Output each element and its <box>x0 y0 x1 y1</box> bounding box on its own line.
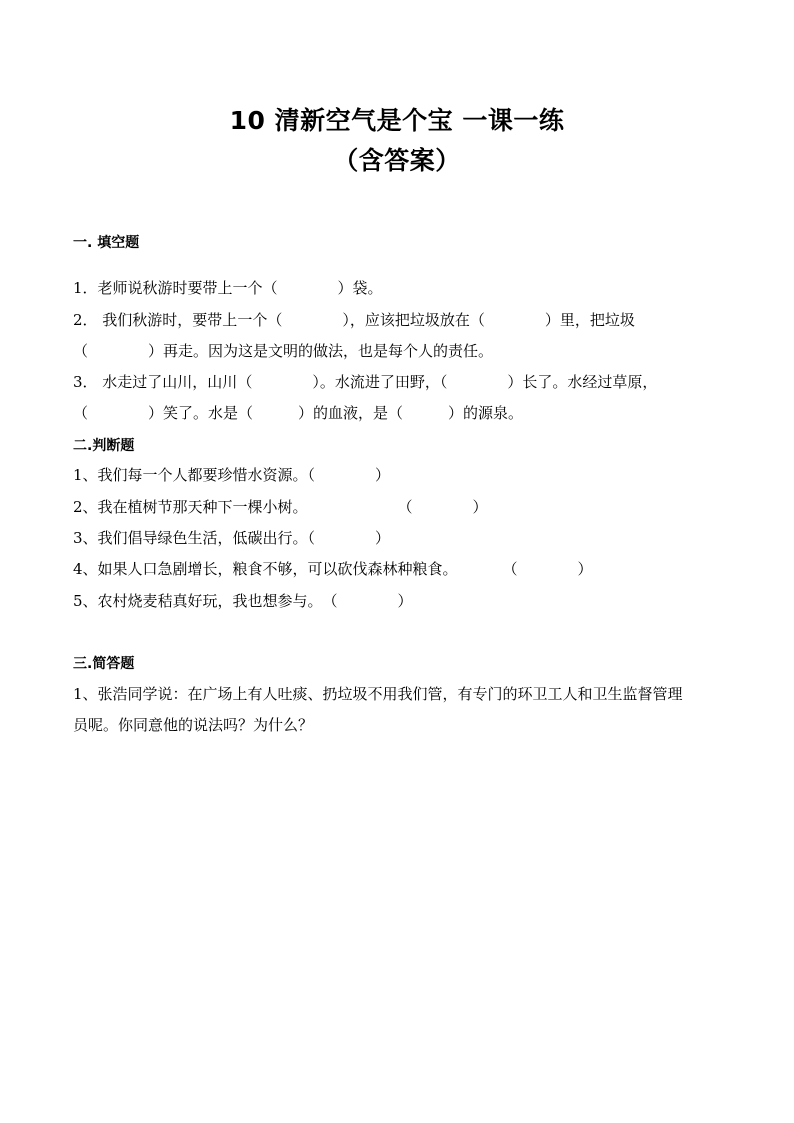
question-line: 2． 我们秋游时，要带上一个（ ），应该把垃圾放在（ ）里，把垃圾 <box>73 311 635 329</box>
question-line: （ ）再走。因为这是文明的做法，也是每个人的责任。 <box>73 342 494 360</box>
section-heading-true-false: 二.判断题 <box>73 438 135 454</box>
section-heading-fill-blank: 一. 填空题 <box>73 235 140 251</box>
question-line: 3． 水走过了山川，山川（ ）。水流进了田野，（ ）长了。水经过草原， <box>73 373 658 391</box>
title-line-2: （含答案） <box>333 146 461 175</box>
question-line: 3、我们倡导绿色生活，低碳出行。（ ） <box>73 529 391 547</box>
question-line: 2、我在植树节那天种下一棵小树。 （ ） <box>73 498 488 516</box>
question-line: 员呢。你同意他的说法吗？为什么？ <box>73 716 314 734</box>
title-line-1: 10 清新空气是个宝 一课一练 <box>229 106 565 135</box>
question-line: 1．老师说秋游时要带上一个（ ）袋。 <box>73 279 383 297</box>
question-line: 4、如果人口急剧增长，粮食不够，可以砍伐森林种粮食。 （ ） <box>73 560 593 578</box>
section-heading-short-answer: 三.简答题 <box>73 656 135 672</box>
question-line: 1、张浩同学说：在广场上有人吐痰、扔垃圾不用我们管，有专门的环卫工人和卫生监督管理 <box>73 685 683 703</box>
question-line: （ ）笑了。水是（ ）的血液，是（ ）的源泉。 <box>73 404 524 422</box>
question-line: 5、农村烧麦秸真好玩，我也想参与。 （ ） <box>73 592 413 610</box>
question-line: 1、我们每一个人都要珍惜水资源。（ ） <box>73 466 391 484</box>
